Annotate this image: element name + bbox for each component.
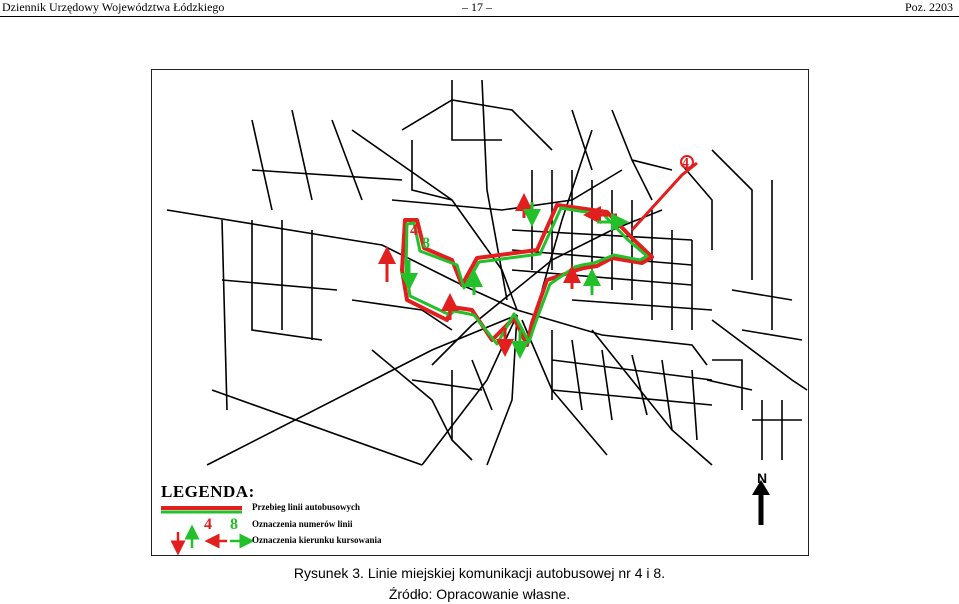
map-label-terminus-4: 4 bbox=[682, 156, 689, 171]
page-number: – 17 – bbox=[462, 0, 492, 14]
figure-caption: Rysunek 3. Linie miejskiej komunikacji autobusowej nr 4 i 8. bbox=[293, 565, 666, 581]
legend-symbols bbox=[161, 508, 247, 548]
journal-title: Dziennik Urzędowy Województwa Łódzkiego bbox=[2, 0, 225, 14]
page-header bbox=[0, 0, 959, 17]
road-network bbox=[167, 80, 807, 465]
route-line-4-branch bbox=[632, 163, 697, 230]
legend-numbers-label: Oznaczenia numerów linii bbox=[252, 519, 353, 529]
figure-source: Źródło: Opracowanie własne. bbox=[388, 586, 571, 602]
map-label-line-8: 8 bbox=[422, 235, 430, 252]
north-label: N bbox=[756, 470, 768, 486]
map-label-line-4: 4 bbox=[410, 222, 418, 239]
legend-route-label: Przebieg linii autobusowych bbox=[252, 502, 361, 512]
legend-number-8: 8 bbox=[230, 516, 238, 533]
legend-number-4: 4 bbox=[204, 516, 212, 533]
position-number: Poz. 2203 bbox=[905, 0, 953, 14]
legend-direction-label: Oznaczenia kierunku kursowania bbox=[252, 535, 382, 545]
bus-route-map bbox=[151, 69, 809, 556]
legend-title: LEGENDA: bbox=[161, 482, 255, 501]
